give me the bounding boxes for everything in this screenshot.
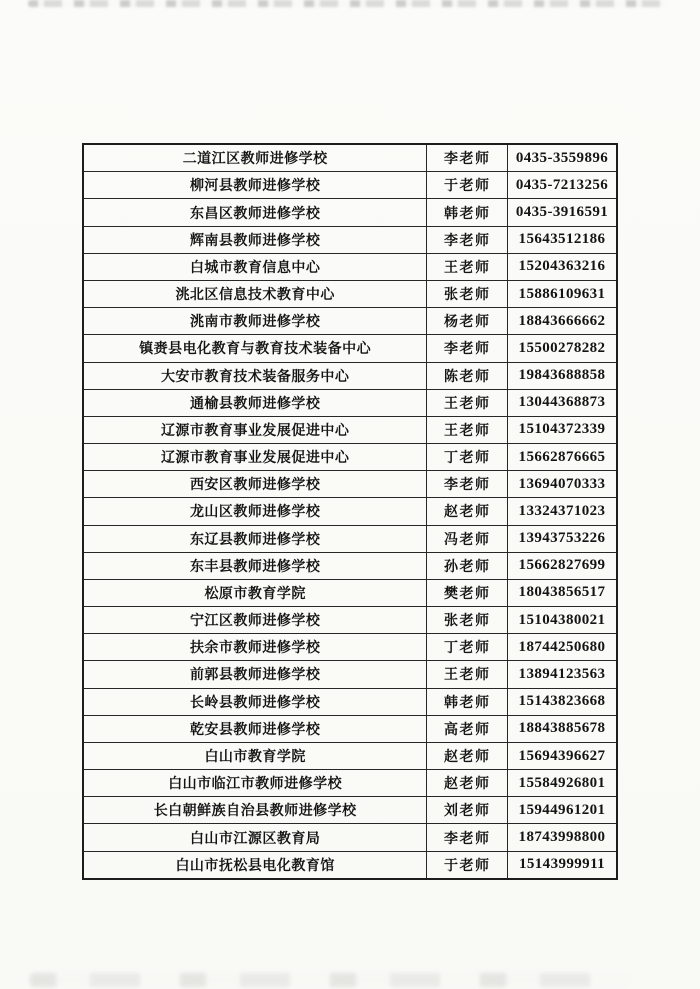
table-row: [83, 797, 617, 824]
phone-cell: 13894123563: [508, 661, 617, 688]
table-row: [83, 172, 617, 199]
phone-cell: 13943753226: [508, 525, 617, 552]
phone-cell: 15584926801: [508, 770, 617, 797]
contact-cell: 李老师: [427, 144, 508, 172]
contact-cell: 赵老师: [427, 770, 508, 797]
unit-cell: 扶余市教师进修学校: [83, 634, 427, 661]
phone-cell: 15643512186: [508, 226, 617, 253]
unit-cell: 东昌区教师进修学校: [83, 199, 427, 226]
table-row: [83, 199, 617, 226]
table-row: [83, 715, 617, 742]
contact-cell: 韩老师: [427, 688, 508, 715]
contact-table: [82, 143, 618, 880]
phone-cell: 18043856517: [508, 579, 617, 606]
unit-cell: 前郭县教师进修学校: [83, 661, 427, 688]
contact-cell: 冯老师: [427, 525, 508, 552]
table-row: [83, 661, 617, 688]
unit-cell: 辽源市教育事业发展促进中心: [83, 444, 427, 471]
phone-cell: 15204363216: [508, 253, 617, 280]
table-row: [83, 253, 617, 280]
contact-cell: 刘老师: [427, 797, 508, 824]
contact-cell: 高老师: [427, 715, 508, 742]
phone-cell: 15500278282: [508, 335, 617, 362]
unit-cell: 白山市抚松县电化教育馆: [83, 851, 427, 879]
table-row: [83, 552, 617, 579]
table-row: [83, 688, 617, 715]
scan-bleedthrough-top: [28, 0, 668, 7]
phone-cell: 18843885678: [508, 715, 617, 742]
phone-cell: 0435-3559896: [508, 144, 617, 172]
unit-cell: 东辽县教师进修学校: [83, 525, 427, 552]
table-row: [83, 281, 617, 308]
unit-cell: 二道江区教师进修学校: [83, 144, 427, 172]
table-row: [83, 144, 617, 172]
contact-cell: 于老师: [427, 172, 508, 199]
unit-cell: 龙山区教师进修学校: [83, 498, 427, 525]
table-row: [83, 851, 617, 879]
unit-cell: 洮北区信息技术教育中心: [83, 281, 427, 308]
table-row: [83, 525, 617, 552]
contact-cell: 韩老师: [427, 199, 508, 226]
contact-cell: 陈老师: [427, 362, 508, 389]
table-row: [83, 416, 617, 443]
table-row: [83, 389, 617, 416]
contact-cell: 丁老师: [427, 444, 508, 471]
table-row: [83, 362, 617, 389]
contact-cell: 杨老师: [427, 308, 508, 335]
contact-cell: 王老师: [427, 661, 508, 688]
phone-cell: 13324371023: [508, 498, 617, 525]
table-row: [83, 824, 617, 851]
phone-cell: 0435-7213256: [508, 172, 617, 199]
unit-cell: 辽源市教育事业发展促进中心: [83, 416, 427, 443]
table-row: [83, 444, 617, 471]
phone-cell: 15662827699: [508, 552, 617, 579]
phone-cell: 13694070333: [508, 471, 617, 498]
phone-cell: 15886109631: [508, 281, 617, 308]
unit-cell: 乾安县教师进修学校: [83, 715, 427, 742]
contact-cell: 王老师: [427, 389, 508, 416]
unit-cell: 长白朝鲜族自治县教师进修学校: [83, 797, 427, 824]
unit-cell: 西安区教师进修学校: [83, 471, 427, 498]
unit-cell: 松原市教育学院: [83, 579, 427, 606]
phone-cell: 13044368873: [508, 389, 617, 416]
phone-cell: 15104372339: [508, 416, 617, 443]
unit-cell: 辉南县教师进修学校: [83, 226, 427, 253]
table-row: [83, 471, 617, 498]
table-row: [83, 226, 617, 253]
contact-cell: 李老师: [427, 226, 508, 253]
phone-cell: 15694396627: [508, 742, 617, 769]
contact-cell: 张老师: [427, 607, 508, 634]
table-row: [83, 335, 617, 362]
table-row: [83, 742, 617, 769]
unit-cell: 宁江区教师进修学校: [83, 607, 427, 634]
unit-cell: 白城市教育信息中心: [83, 253, 427, 280]
phone-cell: 15143999911: [508, 851, 617, 879]
phone-cell: 18744250680: [508, 634, 617, 661]
contact-cell: 孙老师: [427, 552, 508, 579]
contact-cell: 赵老师: [427, 498, 508, 525]
unit-cell: 白山市教育学院: [83, 742, 427, 769]
table-row: [83, 770, 617, 797]
contact-cell: 丁老师: [427, 634, 508, 661]
contact-cell: 樊老师: [427, 579, 508, 606]
contact-cell: 王老师: [427, 253, 508, 280]
phone-cell: 18843666662: [508, 308, 617, 335]
contact-table-body: [83, 144, 617, 879]
scan-bleedthrough-bottom: [30, 973, 630, 987]
unit-cell: 白山市江源区教育局: [83, 824, 427, 851]
unit-cell: 白山市临江市教师进修学校: [83, 770, 427, 797]
unit-cell: 洮南市教师进修学校: [83, 308, 427, 335]
contact-cell: 李老师: [427, 335, 508, 362]
unit-cell: 大安市教育技术装备服务中心: [83, 362, 427, 389]
unit-cell: 长岭县教师进修学校: [83, 688, 427, 715]
contact-cell: 赵老师: [427, 742, 508, 769]
phone-cell: 19843688858: [508, 362, 617, 389]
contact-cell: 于老师: [427, 851, 508, 879]
phone-cell: 18743998800: [508, 824, 617, 851]
table-row: [83, 308, 617, 335]
contact-cell: 王老师: [427, 416, 508, 443]
phone-cell: 0435-3916591: [508, 199, 617, 226]
contact-cell: 李老师: [427, 471, 508, 498]
contact-cell: 李老师: [427, 824, 508, 851]
phone-cell: 15104380021: [508, 607, 617, 634]
unit-cell: 通榆县教师进修学校: [83, 389, 427, 416]
contact-cell: 张老师: [427, 281, 508, 308]
unit-cell: 柳河县教师进修学校: [83, 172, 427, 199]
table-row: [83, 579, 617, 606]
table-row: [83, 498, 617, 525]
phone-cell: 15143823668: [508, 688, 617, 715]
phone-cell: 15662876665: [508, 444, 617, 471]
phone-cell: 15944961201: [508, 797, 617, 824]
table-row: [83, 634, 617, 661]
unit-cell: 东丰县教师进修学校: [83, 552, 427, 579]
unit-cell: 镇赉县电化教育与教育技术装备中心: [83, 335, 427, 362]
table-row: [83, 607, 617, 634]
